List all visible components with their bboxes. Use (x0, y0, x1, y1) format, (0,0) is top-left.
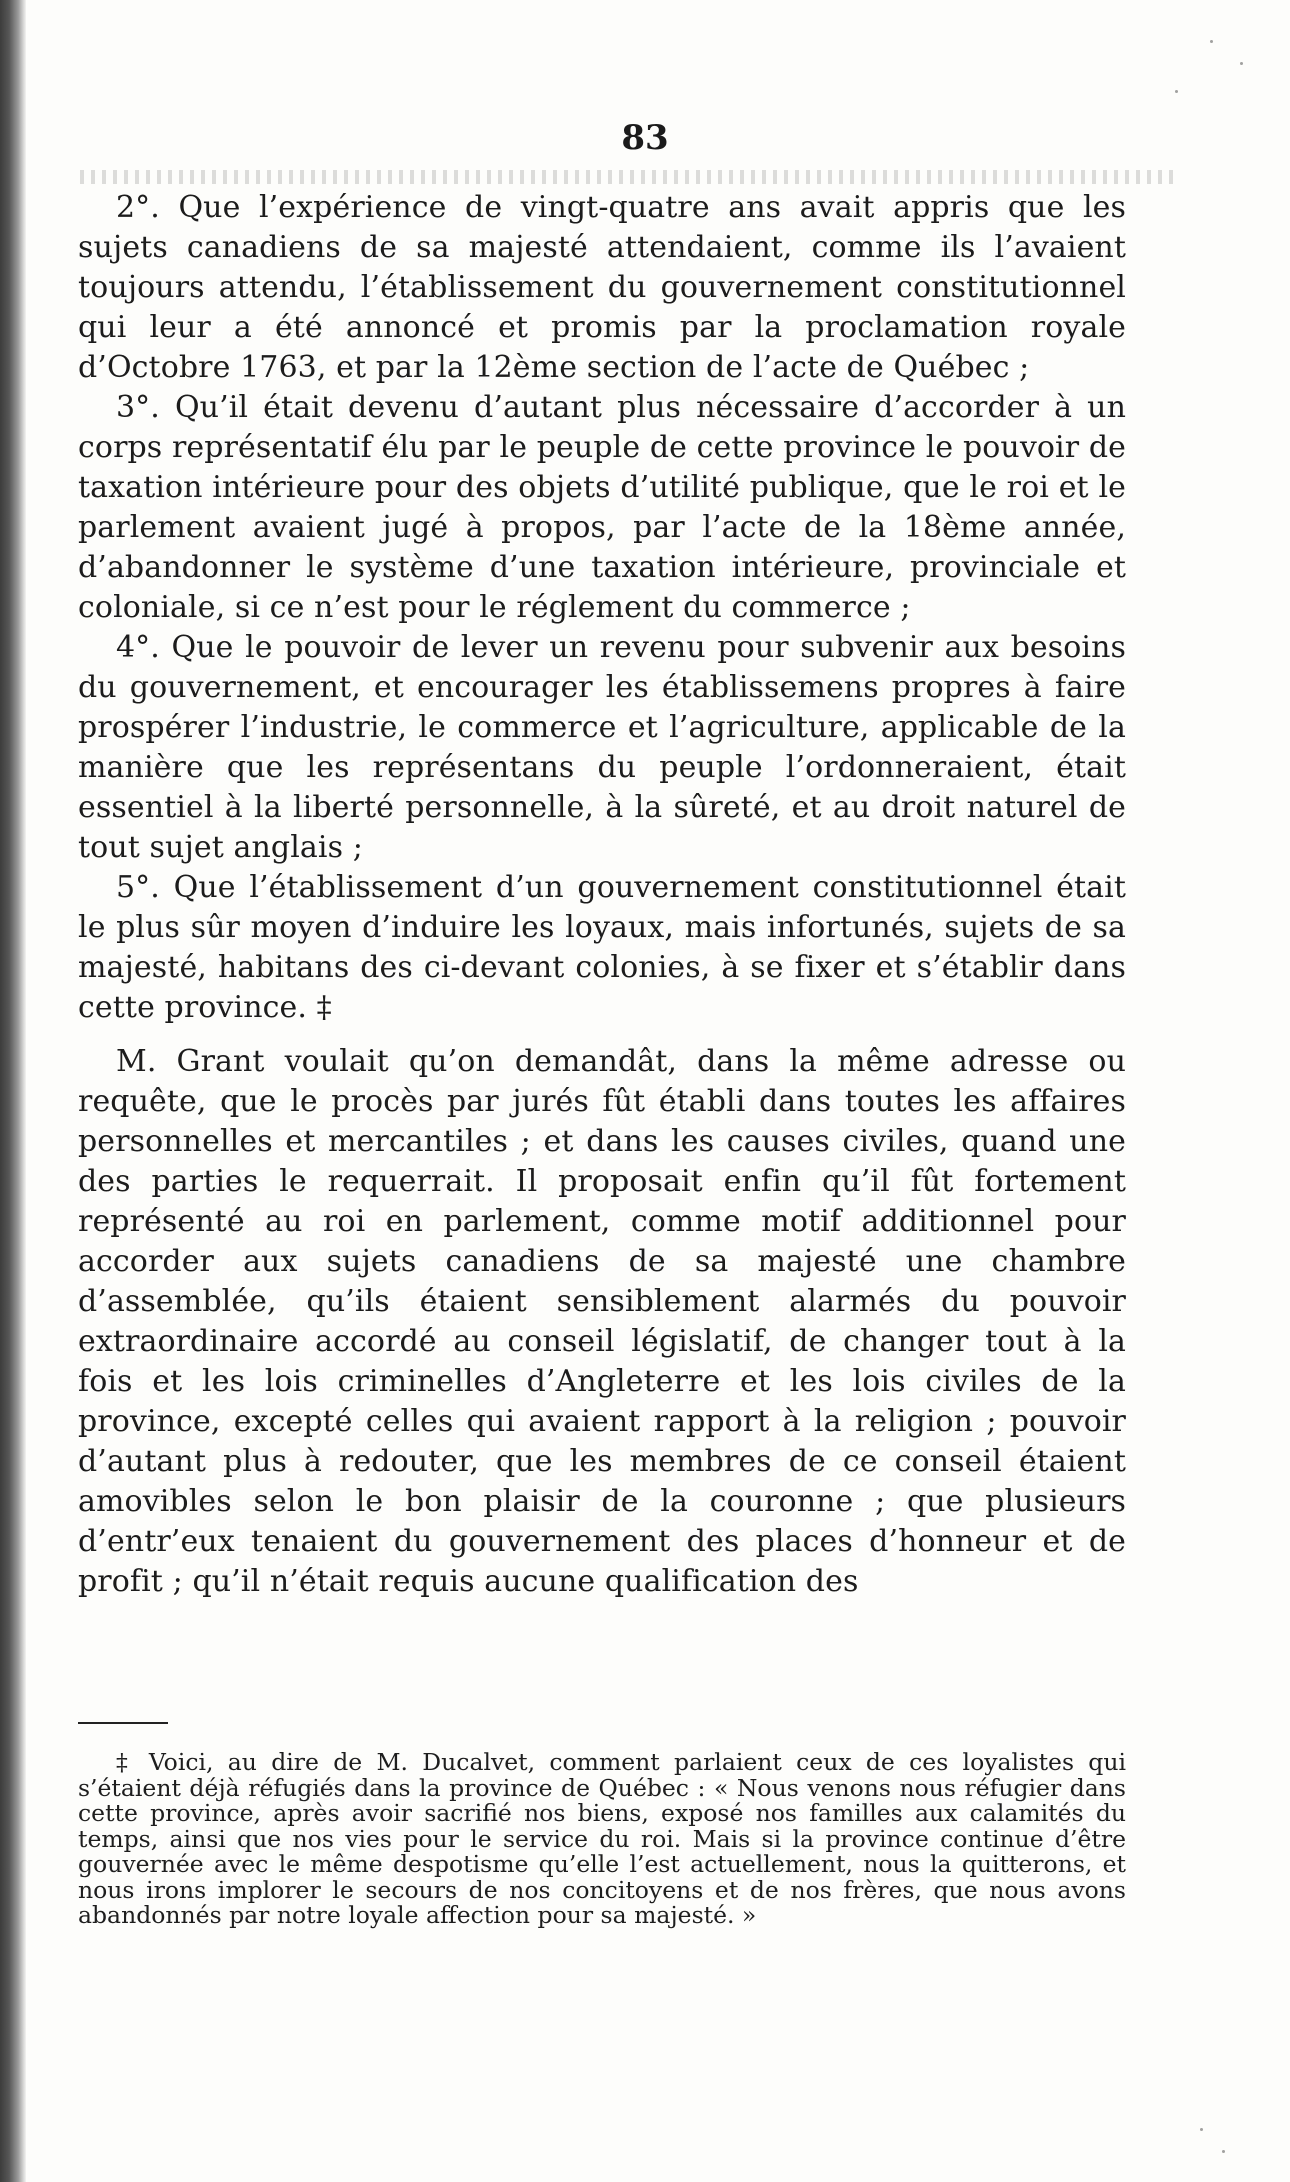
print-speckle (1222, 2150, 1225, 2153)
page-number: 83 (621, 118, 669, 158)
main-text (78, 188, 1126, 1602)
footnote-text: ‡ Voici, au dire de M. Ducalvet, comment parlaient ceux de ces loyalistes qui s’étaient déjà réfugiés dans la province de Québec : « Nous venons nous réfugier dans cette province, après avoir sacrifié nos biens, exposé nos familles aux calamités du temps, ainsi que nos vies pour le service du roi. Mais si la province continue d’être gouvernée avec le même despotisme qu’elle l’est actuellement, nous la quitterons, et nous irons implorer le secours de nos concitoyens et de nos frères, que nous avons abandonnés par notre loyale affection pour sa majesté. » (78, 1748, 1126, 1929)
print-speckle (1200, 2128, 1203, 2131)
print-speckle (1240, 62, 1243, 65)
footnote (78, 1750, 1126, 1929)
paragraph-5: 5°. Que l’établissement d’un gouvernement constitutionnel était le plus sûr moyen d’induire les loyaux, mais infortunés, sujets de sa majesté, habitans des ci-devant colonies, à se fixer et s’établir dans cette province. ‡ (78, 870, 1126, 1025)
print-speckle (1175, 90, 1178, 93)
binding-edge (0, 0, 26, 2182)
footnote-rule (78, 1722, 168, 1724)
grant-paragraph: M. Grant voulait qu’on demandât, dans la même adresse ou requête, que le procès par jurés fût établi dans toutes les affaires personnelles et mercantiles ; et dans les causes civiles, quand une des parties le requerrait. Il proposait enfin qu’il fût fortement représenté au roi en parlement, comme motif additionnel pour accorder aux sujets canadiens de sa majesté une chambre d’assemblée, qu’ils étaient sensiblement alarmés du pouvoir extraordinaire accordé au conseil législatif, de changer tout à la fois et les lois criminelles d’Angleterre et les lois civiles de la province, excepté celles qui avaient rapport à la religion ; pouvoir d’autant plus à redouter, que les membres de ce conseil étaient amovibles selon le bon plaisir de la couronne ; que plusieurs d’entr’eux tenaient du gouvernement des places d’honneur et de profit ; qu’il n’était requis aucune qualification des (78, 1044, 1126, 1599)
show-through-text (80, 170, 1180, 184)
paragraph-4: 4°. Que le pouvoir de lever un revenu pour subvenir aux besoins du gouvernement, et encourager les établissemens propres à faire prospérer l’industrie, le commerce et l’agriculture, applicable de la manière que les représentans du peuple l’ordonneraient, était essentiel à la liberté personnelle, à la sûreté, et au droit naturel de tout sujet anglais ; (78, 630, 1126, 865)
paragraph-2: 2°. Que l’expérience de vingt-quatre ans avait appris que les sujets canadiens de sa majesté attendaient, comme ils l’avaient toujours attendu, l’établissement du gouvernement constitutionnel qui leur a été annoncé et promis par la proclamation royale d’Octobre 1763, et par la 12ème section de l’acte de Québec ; (78, 190, 1126, 385)
print-speckle (1210, 40, 1213, 43)
paragraph-3: 3°. Qu’il était devenu d’autant plus nécessaire d’accorder à un corps représentatif élu par le peuple de cette province le pouvoir de taxation intérieure pour des objets d’utilité publique, que le roi et le parlement avaient jugé à propos, par l’acte de la 18ème année, d’abandonner le système d’une taxation intérieure, provinciale et coloniale, si ce n’est pour le réglement du commerce ; (78, 390, 1126, 625)
